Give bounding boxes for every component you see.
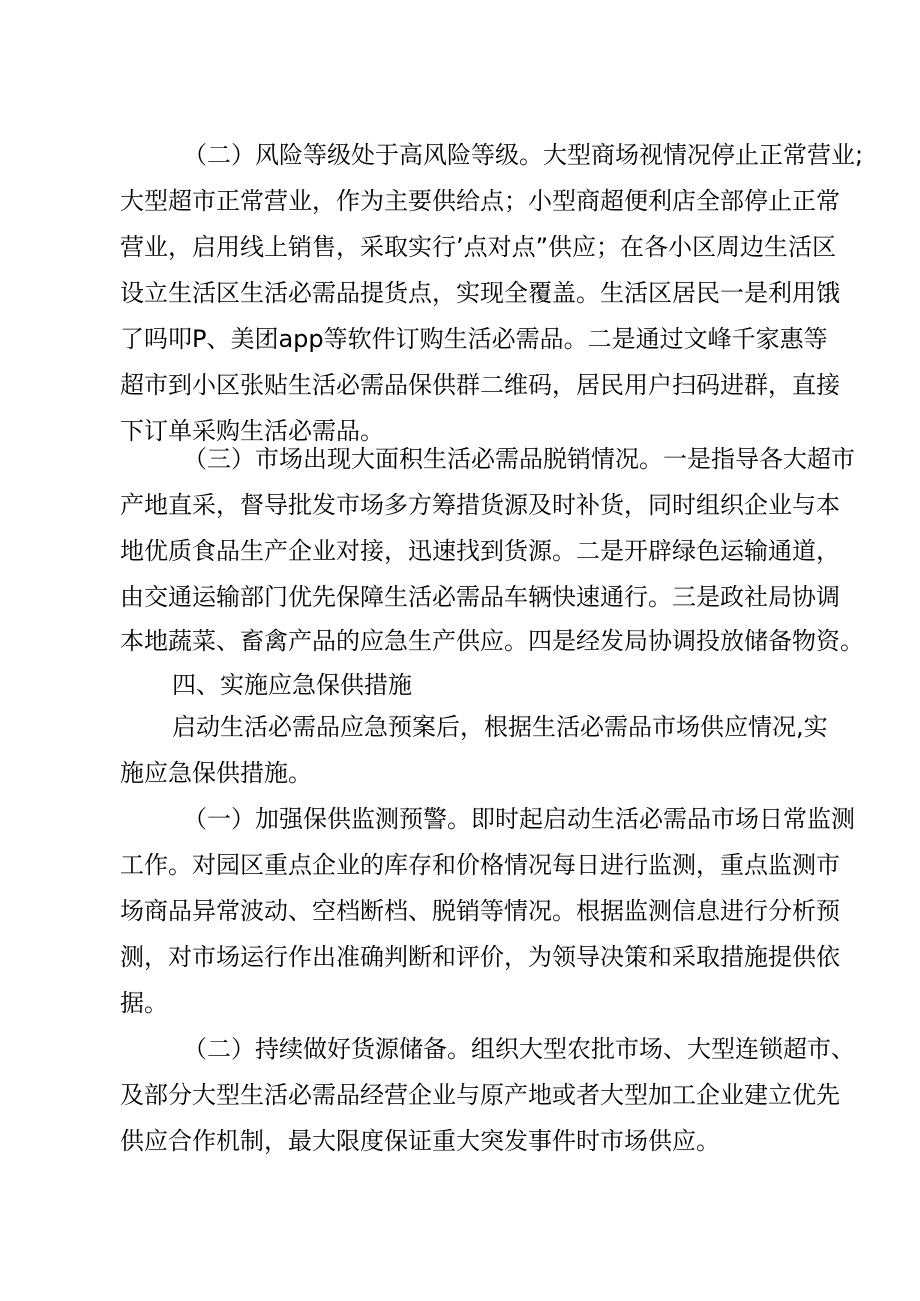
paragraph-5-line-3: 供应合作机制，最大限度保证重大突发事件时市场供应。 <box>120 1127 720 1155</box>
paragraph-1-line-7: 下订单采购生活必需品。 <box>120 417 384 445</box>
paragraph-1-line-5: 了吗叩P、美团app等软件订购生活必需品。二是通过文峰千家惠等 <box>120 325 828 353</box>
paragraph-3-line-1: 启动生活必需品应急预案后，根据生活必需品市场供应情况,实 <box>172 713 828 741</box>
paragraph-4-line-5: 据。 <box>120 989 168 1017</box>
paragraph-1-line-1: （二）风险等级处于高风险等级。大型商场视情况停止正常营业; <box>183 141 864 169</box>
paragraph-1-line-2: 大型超市正常营业，作为主要供给点；小型商超便利店全部停止正常 <box>120 187 840 215</box>
paragraph-2-line-1: （三）市场出现大面积生活必需品脱销情况。一是指导各大超市 <box>183 445 855 473</box>
paragraph-2-line-5: 本地蔬菜、畜禽产品的应急生产供应。四是经发局协调投放储备物资。 <box>120 627 864 655</box>
paragraph-5-line-1: （二）持续做好货源储备。组织大型农批市场、大型连锁超市、 <box>183 1035 855 1063</box>
paragraph-2-line-3: 地优质食品生产企业对接，迅速找到货源。二是开辟绿色运输通道， <box>120 537 840 565</box>
paragraph-5-line-2: 及部分大型生活必需品经营企业与原产地或者大型加工企业建立优先 <box>120 1081 840 1109</box>
paragraph-1-line-3: 营业，启用线上销售，采取实行’点对点”供应；在各小区周边生活区 <box>120 233 837 261</box>
paragraph-4-line-3: 场商品异常波动、空档断档、脱销等情况。根据监测信息进行分析预 <box>120 897 840 925</box>
paragraph-4-line-1: （一）加强保供监测预警。即时起启动生活必需品市场日常监测 <box>183 805 855 833</box>
paragraph-4-line-2: 工作。对园区重点企业的库存和价格情况每日进行监测，重点监测市 <box>120 851 840 879</box>
paragraph-2-line-4: 由交通运输部门优先保障生活必需品车辆快速通行。三是政社局协调 <box>120 583 840 611</box>
paragraph-4-line-4: 测，对市场运行作出准确判断和评价，为领导决策和采取措施提供依 <box>120 943 840 971</box>
paragraph-1-line-6: 超市到小区张贴生活必需品保供群二维码，居民用户扫码进群，直接 <box>120 371 840 399</box>
paragraph-2-line-2: 产地直采，督导批发市场多方筹措货源及时补货，同时组织企业与本 <box>120 491 840 519</box>
paragraph-1-line-4: 设立生活区生活必需品提货点，实现全覆盖。生活区居民一是利用饿 <box>120 279 840 307</box>
paragraph-3-line-2: 施应急保供措施。 <box>120 759 312 787</box>
section-heading-4: 四、实施应急保供措施 <box>172 671 412 699</box>
